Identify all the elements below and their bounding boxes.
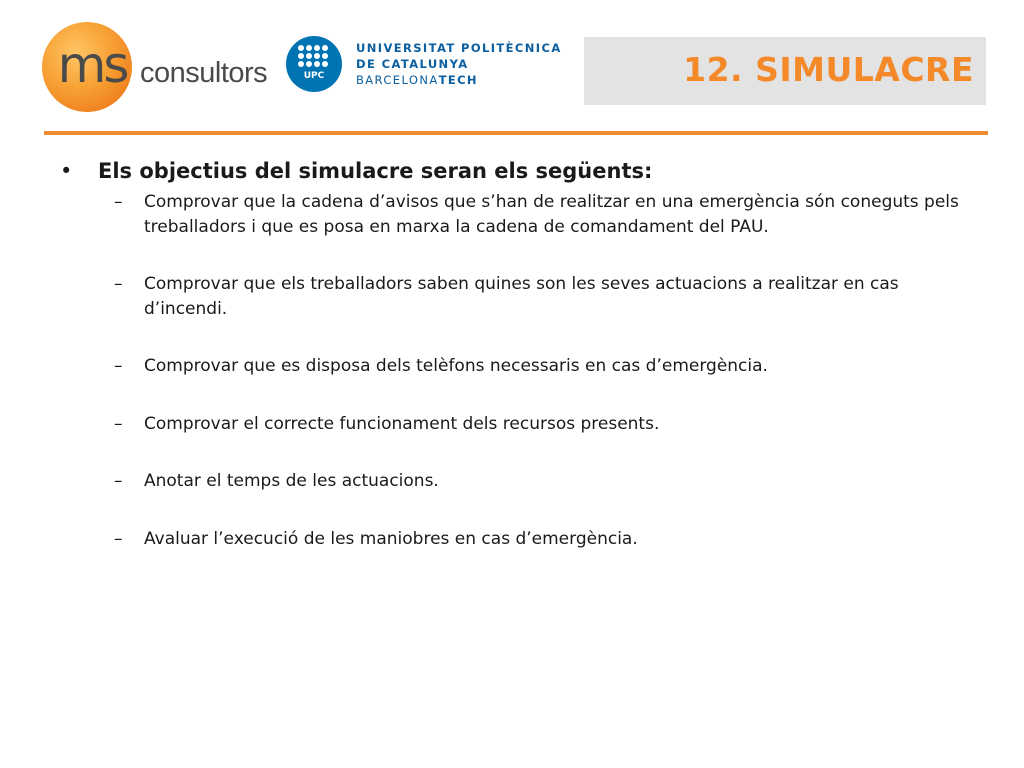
upc-abbr: UPC xyxy=(303,71,325,81)
list-item xyxy=(58,469,972,494)
upc-line-3b: TECH xyxy=(438,73,478,87)
slide-content xyxy=(58,156,988,584)
list-item xyxy=(58,354,972,379)
list-item xyxy=(58,190,972,239)
objectives-list xyxy=(58,190,988,551)
list-item-text: Avaluar l’execució de les maniobres en cas d’emergència. xyxy=(144,528,638,549)
dash-marker: – xyxy=(114,413,123,434)
dash-marker: – xyxy=(114,471,123,491)
slide-header xyxy=(0,0,1024,140)
upc-line-3a: BARCELONA xyxy=(356,73,439,87)
dash-marker: – xyxy=(114,356,123,376)
bullet-heading-text: Els objectius del simulacre seran els següents: xyxy=(98,159,653,183)
dash-marker: – xyxy=(114,192,123,212)
bullet-dot: • xyxy=(60,159,73,183)
list-item-text: Comprovar el correcte funcionament dels recursos presents. xyxy=(144,413,660,434)
ms-logo-word: consultors xyxy=(140,57,268,89)
upc-line-3 xyxy=(356,72,562,88)
list-item xyxy=(58,412,972,437)
list-item-text: Comprovar que els treballadors saben quines son les seves actuacions a realitzar en cas d’incendi. xyxy=(144,274,899,319)
list-item xyxy=(58,272,972,321)
dash-marker: – xyxy=(114,274,123,294)
list-item xyxy=(58,527,972,552)
list-item-text: Comprovar que la cadena d’avisos que s’han de realitzar en una emergència són coneguts pels treballadors i que es posa en marxa la cadena de comandament del PAU. xyxy=(144,192,959,237)
header-divider xyxy=(44,131,988,135)
title-box xyxy=(584,37,986,105)
upc-line-1: UNIVERSITAT POLITÈCNICA xyxy=(356,41,562,55)
slide-title: 12. SIMULACRE xyxy=(683,50,974,89)
list-item-text: Comprovar que es disposa dels telèfons necessaris en cas d’emergència. xyxy=(144,356,768,376)
upc-line-2: DE CATALUNYA xyxy=(356,57,469,71)
ms-consultors-logo xyxy=(42,22,282,114)
list-item-text: Anotar el temps de les actuacions. xyxy=(144,471,439,491)
upc-emblem-icon xyxy=(286,36,342,92)
dash-marker: – xyxy=(114,528,123,549)
ms-logo-mark: ms xyxy=(57,36,127,94)
bullet-heading xyxy=(58,156,988,186)
upc-logo xyxy=(286,36,576,96)
upc-wordmark xyxy=(356,40,562,88)
